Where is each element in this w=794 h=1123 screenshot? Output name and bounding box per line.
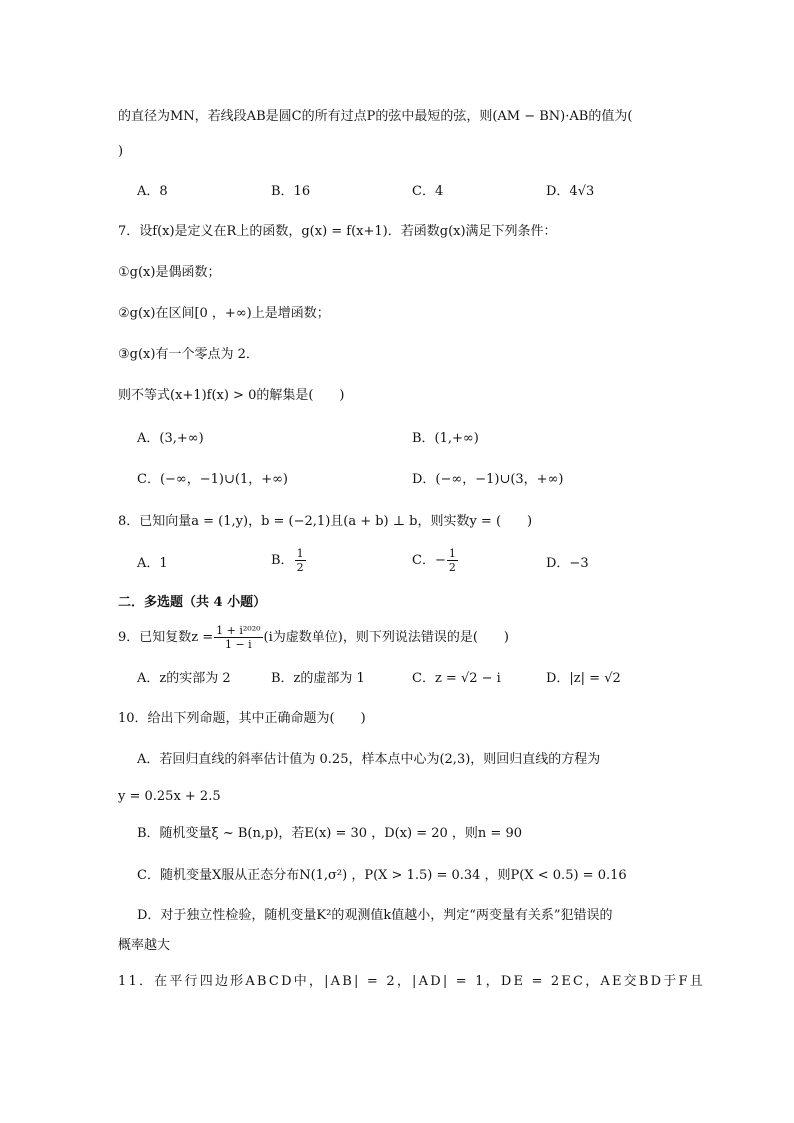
q9-option-a: A．z的实部为 2 <box>137 671 231 686</box>
q8-option-d: D．−3 <box>546 556 589 571</box>
q6-paren: ) <box>118 144 124 159</box>
q10-option-c: C．随机变量X服从正态分布N(1,σ²) ，P(X > 1.5) = 0.34 ，则P(X < 0.5) = 0.16 <box>137 868 627 883</box>
q8-option-b-label: B． <box>271 553 294 568</box>
q9-fraction <box>214 624 262 651</box>
q7-condition-2: ②g(x)在区间[0 ，+∞)上是增函数； <box>118 306 330 321</box>
q9-stem-suffix: (i为虚数单位)，则下列说法错误的是( ) <box>263 630 509 645</box>
q7-option-c: C．(−∞，−1)∪(1，+∞) <box>137 472 289 487</box>
q6-option-d: D．4√3 <box>546 184 595 199</box>
q6-option-a: A．8 <box>137 184 168 199</box>
q7-option-b: B．(1,+∞) <box>412 431 479 446</box>
q7-option-d: D．(−∞，−1)∪(3，+∞) <box>412 472 564 487</box>
q8-option-b-fraction <box>295 547 306 574</box>
q9-denominator: 1 − i <box>224 638 252 651</box>
q9-option-b: B．z的虚部为 1 <box>271 671 365 686</box>
q7-condition-3: ③g(x)有一个零点为 2． <box>118 347 259 362</box>
q8-option-b <box>271 547 307 574</box>
q6-stem-line: 的直径为MN，若线段AB是圆C的所有过点P的弦中最短的弦，则(AM − BN)·AB的值为( <box>118 109 633 124</box>
q8-option-b-numerator: 1 <box>296 547 304 560</box>
q10-stem: 10．给出下列命题，其中正确命题为( ) <box>118 711 366 726</box>
q10-option-b: B．随机变量ξ ~ B(n,p)，若E(x) = 30 ，D(x) = 20 ，则n = 90 <box>137 826 522 841</box>
q8-option-c-denominator: 2 <box>448 561 456 574</box>
q8-option-c-fraction <box>447 547 458 574</box>
q10-option-a-line1: A．若回归直线的斜率估计值为 0.25，样本点中心为(2,3)，则回归直线的方程为 <box>137 752 601 767</box>
q7-condition-1: ①g(x)是偶函数； <box>118 265 221 280</box>
q8-option-c-numerator: 1 <box>448 547 456 560</box>
q8-option-a: A．1 <box>137 556 168 571</box>
q8-option-c <box>412 547 459 574</box>
q10-option-a-line2: y = 0.25x + 2.5 <box>118 789 221 804</box>
q6-option-b: B．16 <box>271 184 311 199</box>
section-heading-multi-choice: 二．多选题（共 4 小题） <box>118 595 267 610</box>
q8-stem: 8．已知向量a = (1,y)，b = (−2,1)且(a + b) ⊥ b，则实数y = ( ) <box>118 514 533 529</box>
q9-numerator: 1 + i²⁰²⁰ <box>216 624 261 637</box>
q8-option-c-label: C．− <box>412 553 446 568</box>
q6-option-c: C．4 <box>412 184 444 199</box>
q10-option-d-line1: D．对于独立性检验，随机变量K²的观测值k值越小，判定“两变量有关系”犯错误的 <box>137 908 613 923</box>
q7-option-a: A．(3,+∞) <box>137 431 204 446</box>
q9-option-c: C．z = √2 − i <box>412 671 501 686</box>
q7-question: 则不等式(x+1)f(x) > 0的解集是( ) <box>118 388 345 403</box>
q9-option-d: D．|z| = √2 <box>546 671 621 686</box>
q9-stem <box>118 624 509 651</box>
q10-option-d-line2: 概率越大 <box>118 938 171 953</box>
q8-option-b-denominator: 2 <box>296 561 304 574</box>
q7-stem: 7．设f(x)是定义在R上的函数，g(x) = f(x+1)．若函数g(x)满足下列条件： <box>118 224 557 239</box>
q11-stem: 11．在平行四边形ABCD中，|AB| = 2，|AD| = 1，DE = 2EC，AE交BD于F且 <box>118 974 705 989</box>
q9-stem-prefix: 9．已知复数z = <box>118 630 214 645</box>
